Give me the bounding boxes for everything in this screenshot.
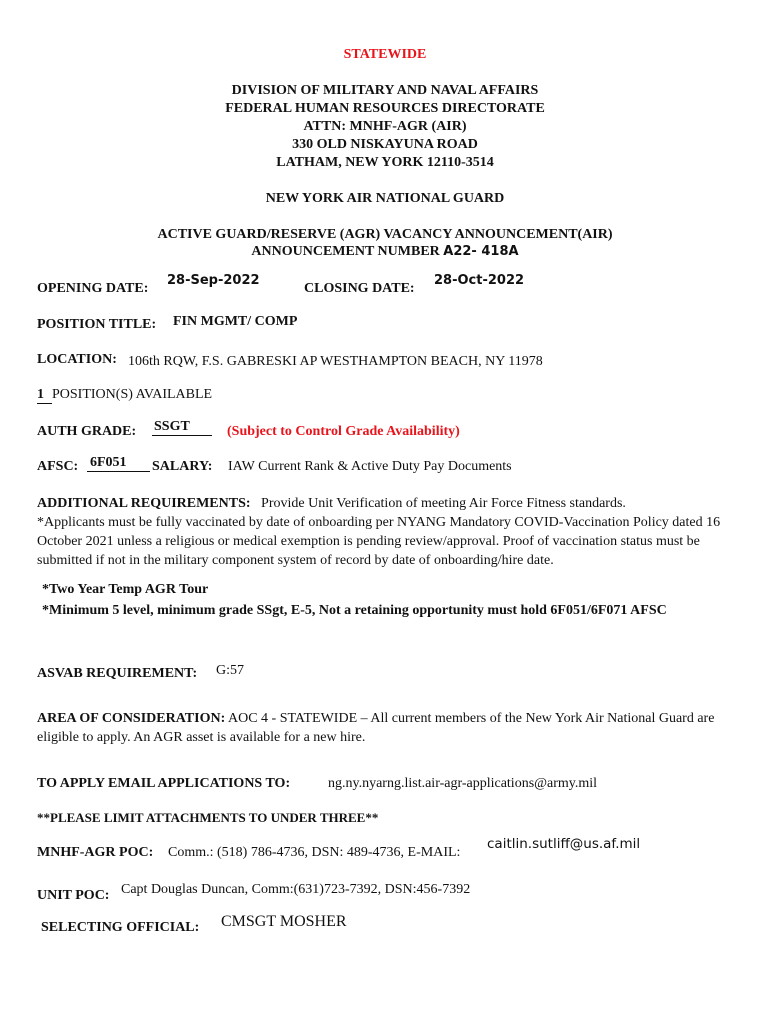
closing-date-value: 28-Oct-2022 — [434, 273, 525, 288]
auth-grade-value: SSGT — [152, 419, 212, 436]
address-line-3: ATTN: MNHF-AGR (AIR) — [303, 119, 467, 134]
control-grade-note: (Subject to Control Grade Availability) — [227, 424, 460, 439]
area-of-consideration-text: AOC 4 - STATEWIDE – All current members of the New York Air National Guard are eligible to apply. An AGR asset is available for a new hire. — [37, 711, 715, 745]
position-title-value: FIN MGMT/ COMP — [173, 314, 298, 329]
organization-heading: NEW YORK AIR NATIONAL GUARD — [265, 191, 505, 206]
unit-poc-label: UNIT POC: — [37, 888, 110, 903]
mnhf-poc-value: Comm.: (518) 786-4736, DSN: 489-4736, E-MAIL: — [168, 845, 461, 860]
positions-available — [37, 387, 212, 404]
asvab-value: G:57 — [216, 663, 244, 678]
asvab-label: ASVAB REQUIREMENT: — [37, 666, 198, 681]
scope-heading: STATEWIDE — [343, 47, 427, 62]
attachments-note: **PLEASE LIMIT ATTACHMENTS TO UNDER THREE** — [37, 810, 379, 825]
area-of-consideration — [37, 709, 727, 747]
note-temp-tour: *Two Year Temp AGR Tour — [42, 582, 209, 597]
salary-label: SALARY: — [152, 459, 213, 474]
location-value: 106th RQW, F.S. GABRESKI AP WESTHAMPTON BEACH, NY 11978 — [128, 354, 543, 369]
unit-poc-value: Capt Douglas Duncan, Comm:(631)723-7392, DSN:456-7392 — [121, 882, 471, 897]
auth-grade-field — [152, 419, 212, 436]
closing-date-label: CLOSING DATE: — [304, 281, 415, 296]
selecting-official-value: CMSGT MOSHER — [221, 913, 347, 930]
selecting-official-label: SELECTING OFFICIAL: — [41, 920, 200, 935]
announcement-title: ACTIVE GUARD/RESERVE (AGR) VACANCY ANNOUNCEMENT(AIR) — [157, 227, 613, 242]
opening-date-label: OPENING DATE: — [37, 281, 149, 296]
mnhf-poc-email-link[interactable]: caitlin.sutliff@us.af.mil — [487, 836, 641, 852]
auth-grade-label: AUTH GRADE: — [37, 424, 137, 439]
announcement-number: A22- 418A — [443, 244, 519, 259]
additional-requirements-label: ADDITIONAL REQUIREMENTS: — [37, 496, 251, 511]
announcement-number-line — [0, 244, 770, 260]
address-line-2: FEDERAL HUMAN RESOURCES DIRECTORATE — [225, 101, 545, 116]
salary-value: IAW Current Rank & Active Duty Pay Documents — [228, 459, 512, 474]
address-line-1: DIVISION OF MILITARY AND NAVAL AFFAIRS — [231, 83, 539, 98]
opening-date-value: 28-Sep-2022 — [167, 273, 260, 288]
afsc-value: 6F051 — [87, 455, 150, 472]
location-label: LOCATION: — [37, 352, 117, 367]
address-line-5: LATHAM, NEW YORK 12110-3514 — [276, 155, 494, 170]
mnhf-poc-label: MNHF-AGR POC: — [37, 845, 154, 860]
position-title-label: POSITION TITLE: — [37, 317, 157, 332]
apply-email-link[interactable]: ng.ny.nyarng.list.air-agr-applications@army.mil — [328, 776, 598, 791]
additional-requirements-text: Provide Unit Verification of meeting Air Force Fitness standards. — [261, 496, 626, 511]
vaccination-requirement: *Applicants must be fully vaccinated by date of onboarding per NYANG Mandatory COVID-Vaccination Policy dated 16 October 2021 unless a religious or medical exemption is pending review/approval. Proof of vaccination status must be submitted if not in the military component system of record by date of onboarding/hire date. — [37, 515, 721, 568]
positions-label: POSITION(S) AVAILABLE — [52, 387, 213, 402]
address-line-4: 330 OLD NISKAYUNA ROAD — [292, 137, 478, 152]
note-minimum-level: *Minimum 5 level, minimum grade SSgt, E-5, Not a retaining opportunity must hold 6F051/6F071 AFSC — [42, 603, 667, 618]
afsc-label: AFSC: — [37, 459, 79, 474]
apply-label: TO APPLY EMAIL APPLICATIONS TO: — [37, 776, 291, 791]
afsc-field — [87, 455, 150, 472]
additional-requirements — [37, 494, 727, 513]
area-of-consideration-label: AREA OF CONSIDERATION: — [37, 711, 226, 726]
positions-count: 1 — [37, 387, 52, 404]
announcement-number-label: ANNOUNCEMENT NUMBER — [251, 244, 440, 259]
